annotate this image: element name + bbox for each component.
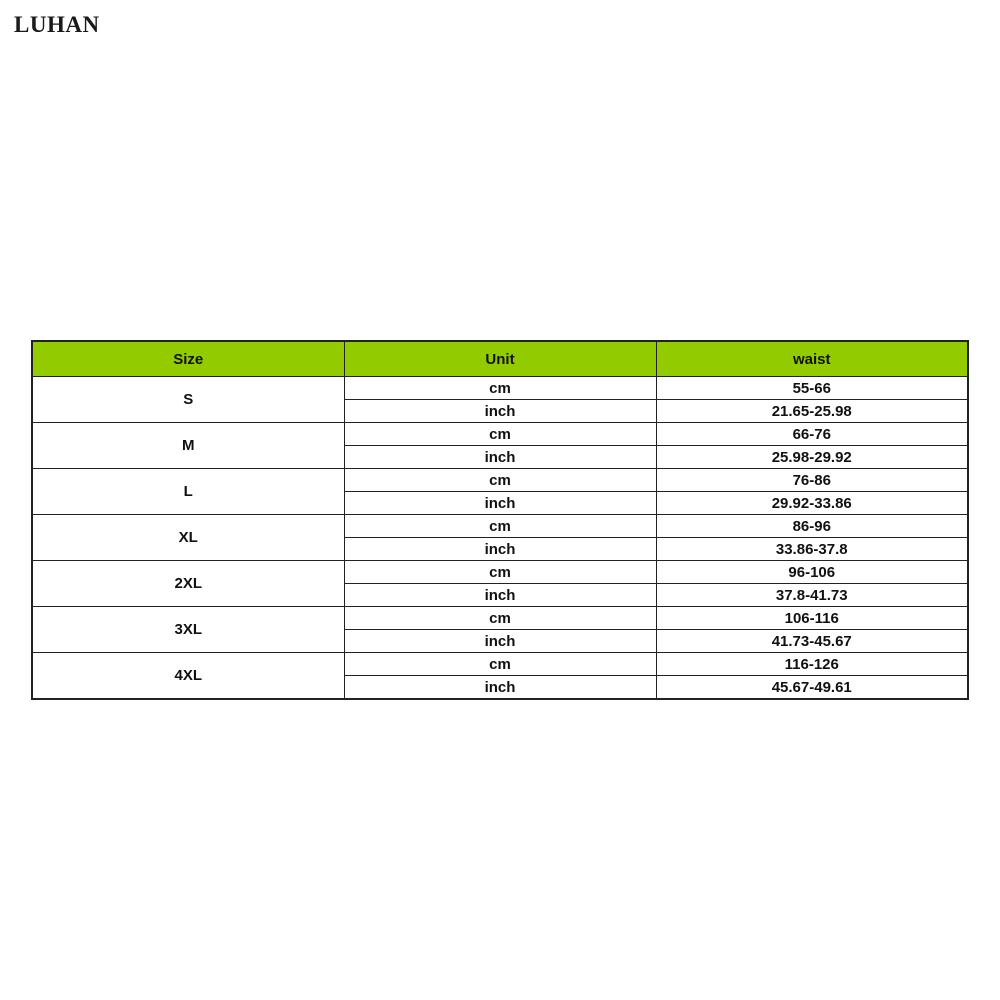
header-size: Size — [32, 341, 344, 377]
unit-cell: cm — [344, 515, 656, 538]
unit-cell: cm — [344, 469, 656, 492]
header-waist: waist — [656, 341, 968, 377]
waist-cell: 29.92-33.86 — [656, 492, 968, 515]
size-cell: XL — [32, 515, 344, 561]
size-cell: 3XL — [32, 607, 344, 653]
size-cell: L — [32, 469, 344, 515]
unit-cell: inch — [344, 538, 656, 561]
waist-cell: 45.67-49.61 — [656, 676, 968, 700]
unit-cell: inch — [344, 676, 656, 700]
waist-cell: 76-86 — [656, 469, 968, 492]
unit-cell: cm — [344, 653, 656, 676]
waist-cell: 106-116 — [656, 607, 968, 630]
size-cell: M — [32, 423, 344, 469]
size-chart-table — [31, 340, 969, 700]
size-cell: 4XL — [32, 653, 344, 700]
waist-cell: 116-126 — [656, 653, 968, 676]
table-row — [32, 423, 968, 446]
table-row — [32, 377, 968, 400]
unit-cell: inch — [344, 492, 656, 515]
size-cell: 2XL — [32, 561, 344, 607]
header-unit: Unit — [344, 341, 656, 377]
waist-cell: 37.8-41.73 — [656, 584, 968, 607]
waist-cell: 41.73-45.67 — [656, 630, 968, 653]
unit-cell: inch — [344, 630, 656, 653]
unit-cell: cm — [344, 377, 656, 400]
size-cell: S — [32, 377, 344, 423]
table-row — [32, 469, 968, 492]
unit-cell: cm — [344, 561, 656, 584]
waist-cell: 55-66 — [656, 377, 968, 400]
waist-cell: 66-76 — [656, 423, 968, 446]
table-row — [32, 607, 968, 630]
unit-cell: cm — [344, 423, 656, 446]
waist-cell: 33.86-37.8 — [656, 538, 968, 561]
unit-cell: cm — [344, 607, 656, 630]
unit-cell: inch — [344, 400, 656, 423]
table-row — [32, 653, 968, 676]
waist-cell: 25.98-29.92 — [656, 446, 968, 469]
unit-cell: inch — [344, 584, 656, 607]
table-row — [32, 515, 968, 538]
waist-cell: 86-96 — [656, 515, 968, 538]
table-row — [32, 561, 968, 584]
waist-cell: 96-106 — [656, 561, 968, 584]
table-header-row — [32, 341, 968, 377]
brand-logo-text: LUHAN — [14, 12, 100, 37]
unit-cell: inch — [344, 446, 656, 469]
waist-cell: 21.65-25.98 — [656, 400, 968, 423]
